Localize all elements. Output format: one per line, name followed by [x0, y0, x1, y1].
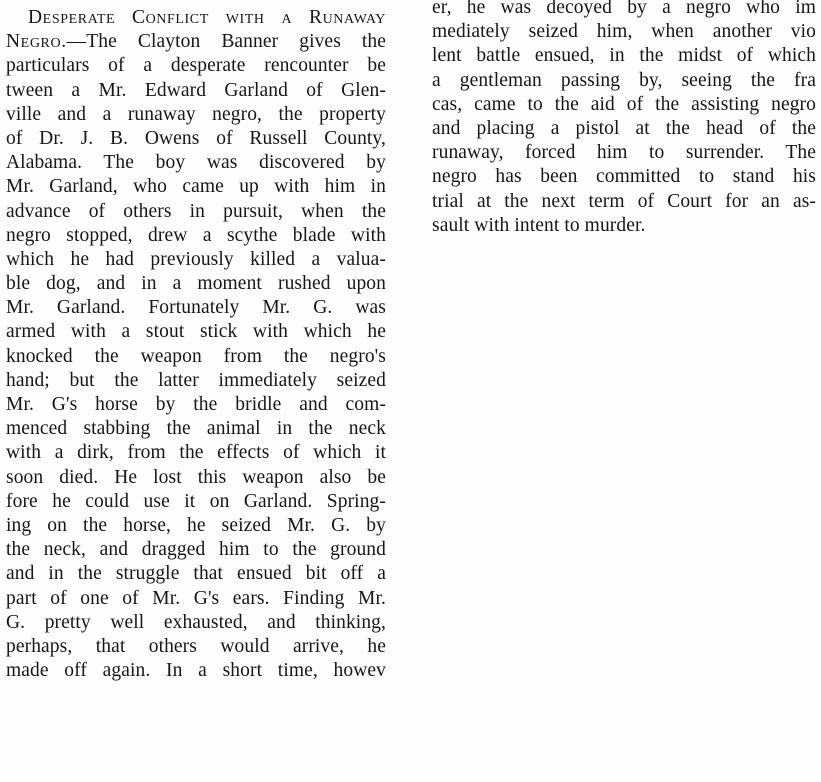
body-line: part of one of Mr. G's ears. Finding Mr.: [6, 587, 386, 609]
body-line: a gentleman passing by, seeing the fra: [432, 69, 816, 91]
headline-text: Desperate Conflict with a Runaway: [28, 7, 386, 28]
body-line: negro has been committed to stand his: [432, 166, 816, 188]
body-line: G. pretty well exhausted, and thinking,: [6, 611, 386, 633]
body-line: runaway, forced him to surrender. The: [432, 142, 816, 164]
body-line: ville and a runaway negro, the property: [6, 103, 386, 125]
headline-continuation: Negro.: [6, 31, 67, 53]
body-line: ble dog, and in a moment rushed upon: [6, 273, 386, 295]
body-line: armed with a stout stick with which he: [6, 321, 386, 343]
body-line: lent battle ensued, in the midst of which: [432, 45, 816, 67]
body-line: knocked the weapon from the negro's: [6, 345, 386, 367]
body-line: and in the struggle that ensued bit off a: [6, 563, 386, 585]
body-line: menced stabbing the animal in the neck: [6, 418, 386, 440]
left-column: [6, 0, 386, 683]
body-line: trial at the next term of Court for an as-: [432, 190, 816, 212]
body-line: the neck, and dragged him to the ground: [6, 539, 386, 561]
body-line: of Dr. J. B. Owens of Russell County,: [6, 127, 386, 149]
body-line: fore he could use it on Garland. Spring-: [6, 490, 386, 512]
body-line: Mr. Garland, who came up with him in: [6, 176, 386, 198]
right-column: [432, 0, 816, 238]
body-line: er, he was decoyed by a negro who im: [432, 0, 816, 18]
body-line: made off again. In a short time, howev: [6, 660, 386, 682]
body-line: advance of others in pursuit, when the: [6, 200, 386, 222]
body-line: tween a Mr. Edward Garland of Glen-: [6, 79, 386, 101]
body-line: with a dirk, from the effects of which it: [6, 442, 386, 464]
body-line: [6, 30, 386, 54]
body-line: soon died. He lost this weapon also be: [6, 466, 386, 488]
body-line: sault with intent to murder.: [432, 214, 646, 236]
body-line: negro stopped, drew a scythe blade with: [6, 224, 386, 246]
body-line: perhaps, that others would arrive, he: [6, 635, 386, 657]
body-line: cas, came to the aid of the assisting negro: [432, 93, 816, 115]
body-line: particulars of a desperate rencounter be: [6, 55, 386, 77]
body-line: hand; but the latter immediately seized: [6, 369, 386, 391]
body-text: —The Clayton Banner gives the: [66, 31, 386, 53]
body-line: Mr. Garland. Fortunately Mr. G. was: [6, 297, 386, 319]
body-line: Alabama. The boy was discovered by: [6, 152, 386, 174]
body-line: Mr. G's horse by the bridle and com-: [6, 394, 386, 415]
body-line: and placing a pistol at the head of the: [432, 117, 816, 139]
body-line: which he had previously killed a valua-: [6, 248, 386, 270]
article-headline: [6, 6, 386, 30]
body-line: ing on the horse, he seized Mr. G. by: [6, 514, 386, 536]
body-line: mediately seized him, when another vio: [432, 21, 816, 43]
